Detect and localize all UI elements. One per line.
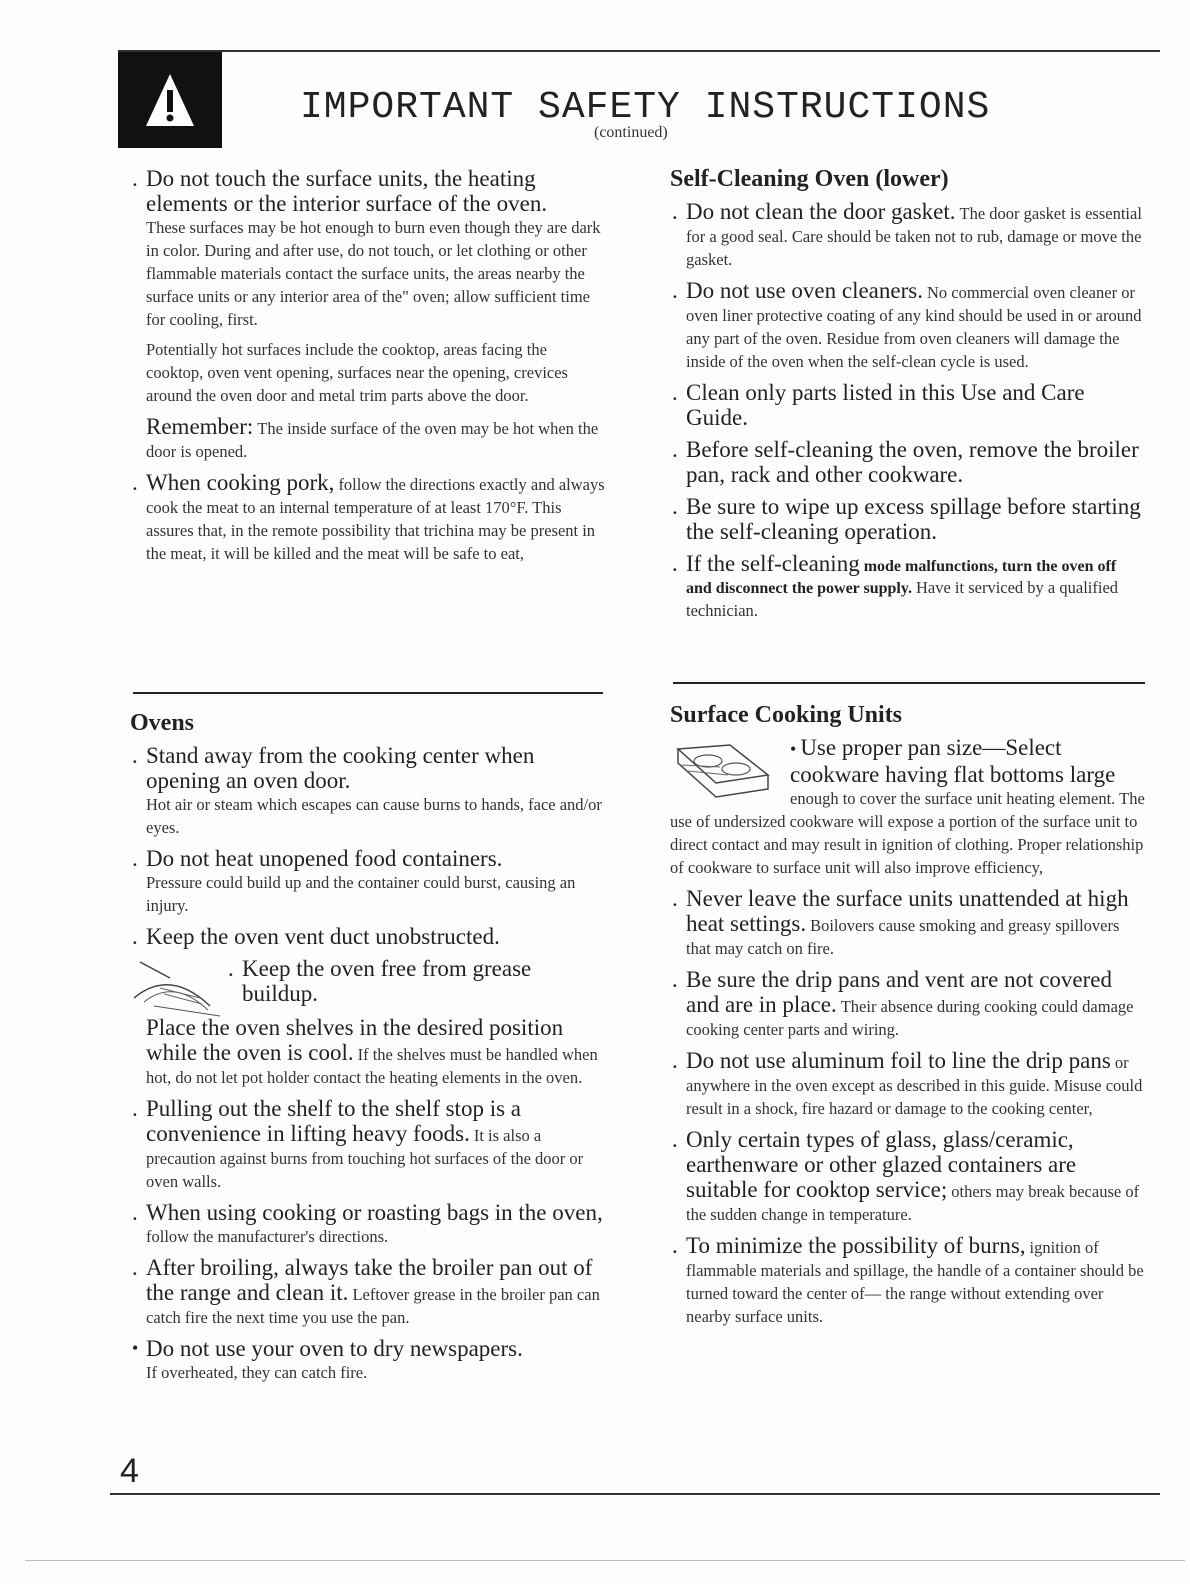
item-lead: Place the oven shelves in the desired position while the oven is cool. — [146, 1015, 564, 1065]
list-item — [670, 494, 1145, 544]
item-text: Have it serviced by a qualified technician. — [686, 578, 1119, 620]
bullet: • — [132, 1338, 139, 1358]
list-item — [670, 278, 1145, 373]
item-lead: Before self-cleaning the oven, remove the broiler pan, rack and other cookware. — [686, 437, 1139, 487]
bullet: . — [132, 470, 138, 495]
paragraph: Potentially hot surfaces include the cooktop, areas facing the cooktop, oven vent opening, surfaces near the opening, crevices around the oven door and metal trim parts above the door. — [146, 340, 568, 405]
item-lead: Do not use your oven to dry newspapers. — [146, 1336, 523, 1361]
list-item — [130, 1200, 605, 1248]
item-text: These surfaces may be hot enough to burn even though they are dark in color. During and after use, do not touch, or let clothing or other flammable materials contact the surface units, the areas nearby the surface units or any interior area of the" oven; allow sufficient time for cooling, first. — [146, 218, 601, 329]
bullet: . — [672, 551, 678, 576]
bullet: . — [228, 956, 234, 981]
list-item — [670, 199, 1145, 271]
list-item — [670, 551, 1145, 622]
item-text: Leftover grease in the broiler pan can catch fire the next time you use the pan. — [146, 1285, 600, 1327]
item-text: Hot air or steam which escapes can cause burns to hands, face and/or eyes. — [146, 795, 602, 837]
item-lead: When using cooking or roasting bags in the oven, — [146, 1200, 603, 1225]
footer-rule — [110, 1493, 1160, 1495]
list-item — [130, 1336, 605, 1384]
section-divider — [673, 682, 1145, 684]
remember-note — [146, 414, 605, 463]
item-lead: Only certain types of glass, glass/ceramic, earthenware or other glazed containers are suitable for cooktop service; — [686, 1127, 1077, 1202]
list-item — [130, 846, 605, 917]
item-lead: Pulling out the shelf to the shelf stop is a convenience in lifting heavy foods. — [146, 1096, 521, 1146]
item-text: The door gasket is essential for a good seal. Care should be taken not to rub, damage or move the gasket. — [686, 204, 1142, 269]
list-item — [670, 1127, 1145, 1226]
list-item — [130, 1255, 605, 1329]
bullet: . — [672, 199, 678, 224]
page-edge-rule — [25, 1560, 1185, 1561]
remember-label: Remember: — [146, 414, 254, 439]
bullet: . — [132, 166, 138, 191]
item-lead: Do not use aluminum foil to line the drip pans — [686, 1048, 1111, 1073]
item-text: If the shelves must be handled when hot, do not let pot holder contact the heating elements in the oven. — [146, 1045, 598, 1087]
ovens-section — [130, 710, 605, 1391]
item-lead: To minimize the possibility of burns, — [686, 1233, 1026, 1258]
item-lead: Stand away from the cooking center when opening an oven door. — [146, 743, 535, 793]
left-column — [130, 166, 605, 572]
item-lead: Do not touch the surface units, the heating elements or the interior surface of the oven. — [146, 166, 548, 216]
list-item — [130, 1096, 605, 1193]
list-item — [670, 886, 1145, 960]
item-text: Their absence during cooking could damage cooking center parts and wiring. — [686, 997, 1134, 1039]
list-item — [670, 437, 1145, 487]
item-lead: Be sure to wipe up excess spillage before starting the self-cleaning operation. — [686, 494, 1141, 544]
section-heading: Ovens — [130, 710, 195, 736]
bullet: . — [672, 1048, 678, 1073]
bullet: . — [132, 1200, 138, 1225]
item-lead: Do not clean the door gasket. — [686, 199, 956, 224]
list-item — [130, 956, 605, 1008]
bullet: . — [672, 886, 678, 911]
surface-section — [670, 702, 1145, 1335]
list-item — [670, 967, 1145, 1041]
list-item — [670, 1233, 1145, 1328]
item-lead: Never leave the surface units unattended at high heat settings. — [686, 886, 1129, 936]
list-item — [130, 166, 605, 331]
item-text: or anywhere in the oven except as described in this guide. Misuse could result in a shock, fire hazard or damage to the cooking center, — [686, 1053, 1143, 1118]
item-text: follow the manufacturer's directions. — [146, 1227, 389, 1246]
item-text: No commercial oven cleaner or oven liner protective coating of any kind should be used in or around any part of the oven. Residue from oven cleaners will damage the inside of the oven when the self-clean cycle is used. — [686, 283, 1142, 371]
item-text: Pressure could build up and the container could burst, causing an injury. — [146, 873, 576, 915]
bullet: . — [672, 437, 678, 462]
bullet: . — [132, 1096, 138, 1121]
item-lead: Clean only parts listed in this Use and Care Guide. — [686, 380, 1085, 430]
page-subtitle: (continued) — [594, 124, 668, 141]
bullet: . — [672, 1233, 678, 1258]
oven-vent-illustration — [130, 958, 230, 1018]
section-divider — [133, 692, 603, 694]
item-warning: mode malfunctions, turn the oven off and disconnect the power supply. — [686, 558, 1117, 597]
item-lead: Be sure the drip pans and vent are not covered and are in place. — [686, 967, 1112, 1017]
section-heading: Surface Cooking Units — [670, 702, 903, 728]
list-item — [130, 743, 605, 839]
section-heading: Self-Cleaning Oven (lower) — [670, 166, 949, 192]
cooktop-illustration — [670, 739, 780, 805]
bullet: . — [672, 967, 678, 992]
item-lead: If the self-cleaning — [686, 551, 860, 576]
item-lead: Use proper pan size—Select cookware having flat bottoms large — [790, 735, 1116, 787]
item-lead: Do not use oven cleaners. — [686, 278, 923, 303]
bullet: . — [132, 846, 138, 871]
item-lead: Do not heat unopened food containers. — [146, 846, 503, 871]
list-item — [130, 1015, 605, 1089]
list-item — [670, 380, 1145, 430]
item-text: others may break because of the sudden change in temperature. — [686, 1182, 1140, 1224]
item-text: If overheated, they can catch fire. — [146, 1363, 368, 1382]
page-number: 4 — [120, 1452, 139, 1490]
item-text: It is also a precaution against burns from touching hot surfaces of the door or oven walls. — [146, 1126, 584, 1191]
right-column — [670, 166, 1145, 629]
item-lead: After broiling, always take the broiler pan out of the range and clean it. — [146, 1255, 593, 1305]
list-item — [130, 924, 605, 949]
bullet: . — [672, 494, 678, 519]
item-text: enough to cover the surface unit heating element. The use of undersized cookware will expose a portion of the surface unit to direct contact and may result in ignition of clothing. Proper relationship of cookware to surface unit will also improve efficiency, — [670, 789, 1145, 877]
list-item — [670, 1048, 1145, 1120]
list-item — [130, 470, 605, 565]
bullet: . — [132, 743, 138, 768]
bullet: . — [132, 924, 138, 949]
bullet: . — [672, 1127, 678, 1152]
item-lead: When cooking pork, — [146, 470, 335, 495]
header-rule — [118, 50, 1160, 52]
item-text: Boilovers cause smoking and greasy spillovers that may catch on fire. — [686, 916, 1120, 958]
bullet: . — [672, 380, 678, 405]
bullet: . — [132, 1255, 138, 1280]
bullet: • — [790, 739, 797, 759]
remember-text: The inside surface of the oven may be hot when the door is opened. — [146, 419, 599, 461]
page-title: IMPORTANT SAFETY INSTRUCTIONS — [300, 86, 991, 129]
bullet: . — [672, 278, 678, 303]
list-item — [670, 735, 1145, 879]
item-lead: Keep the oven vent duct unobstructed. — [146, 924, 500, 949]
item-text: ignition of flammable materials and spillage, the handle of a container should be turned toward the center of— the range without extending over nearby surface units. — [686, 1238, 1144, 1326]
item-lead: Keep the oven free from grease buildup. — [242, 956, 532, 1006]
item-text: follow the directions exactly and always cook the meat to an internal temperature of at least 170°F. This assures that, in the remote possibility that trichina may be present in the meat, it will be killed and the meat will be safe to eat, — [146, 475, 605, 563]
warning-icon — [118, 52, 222, 148]
